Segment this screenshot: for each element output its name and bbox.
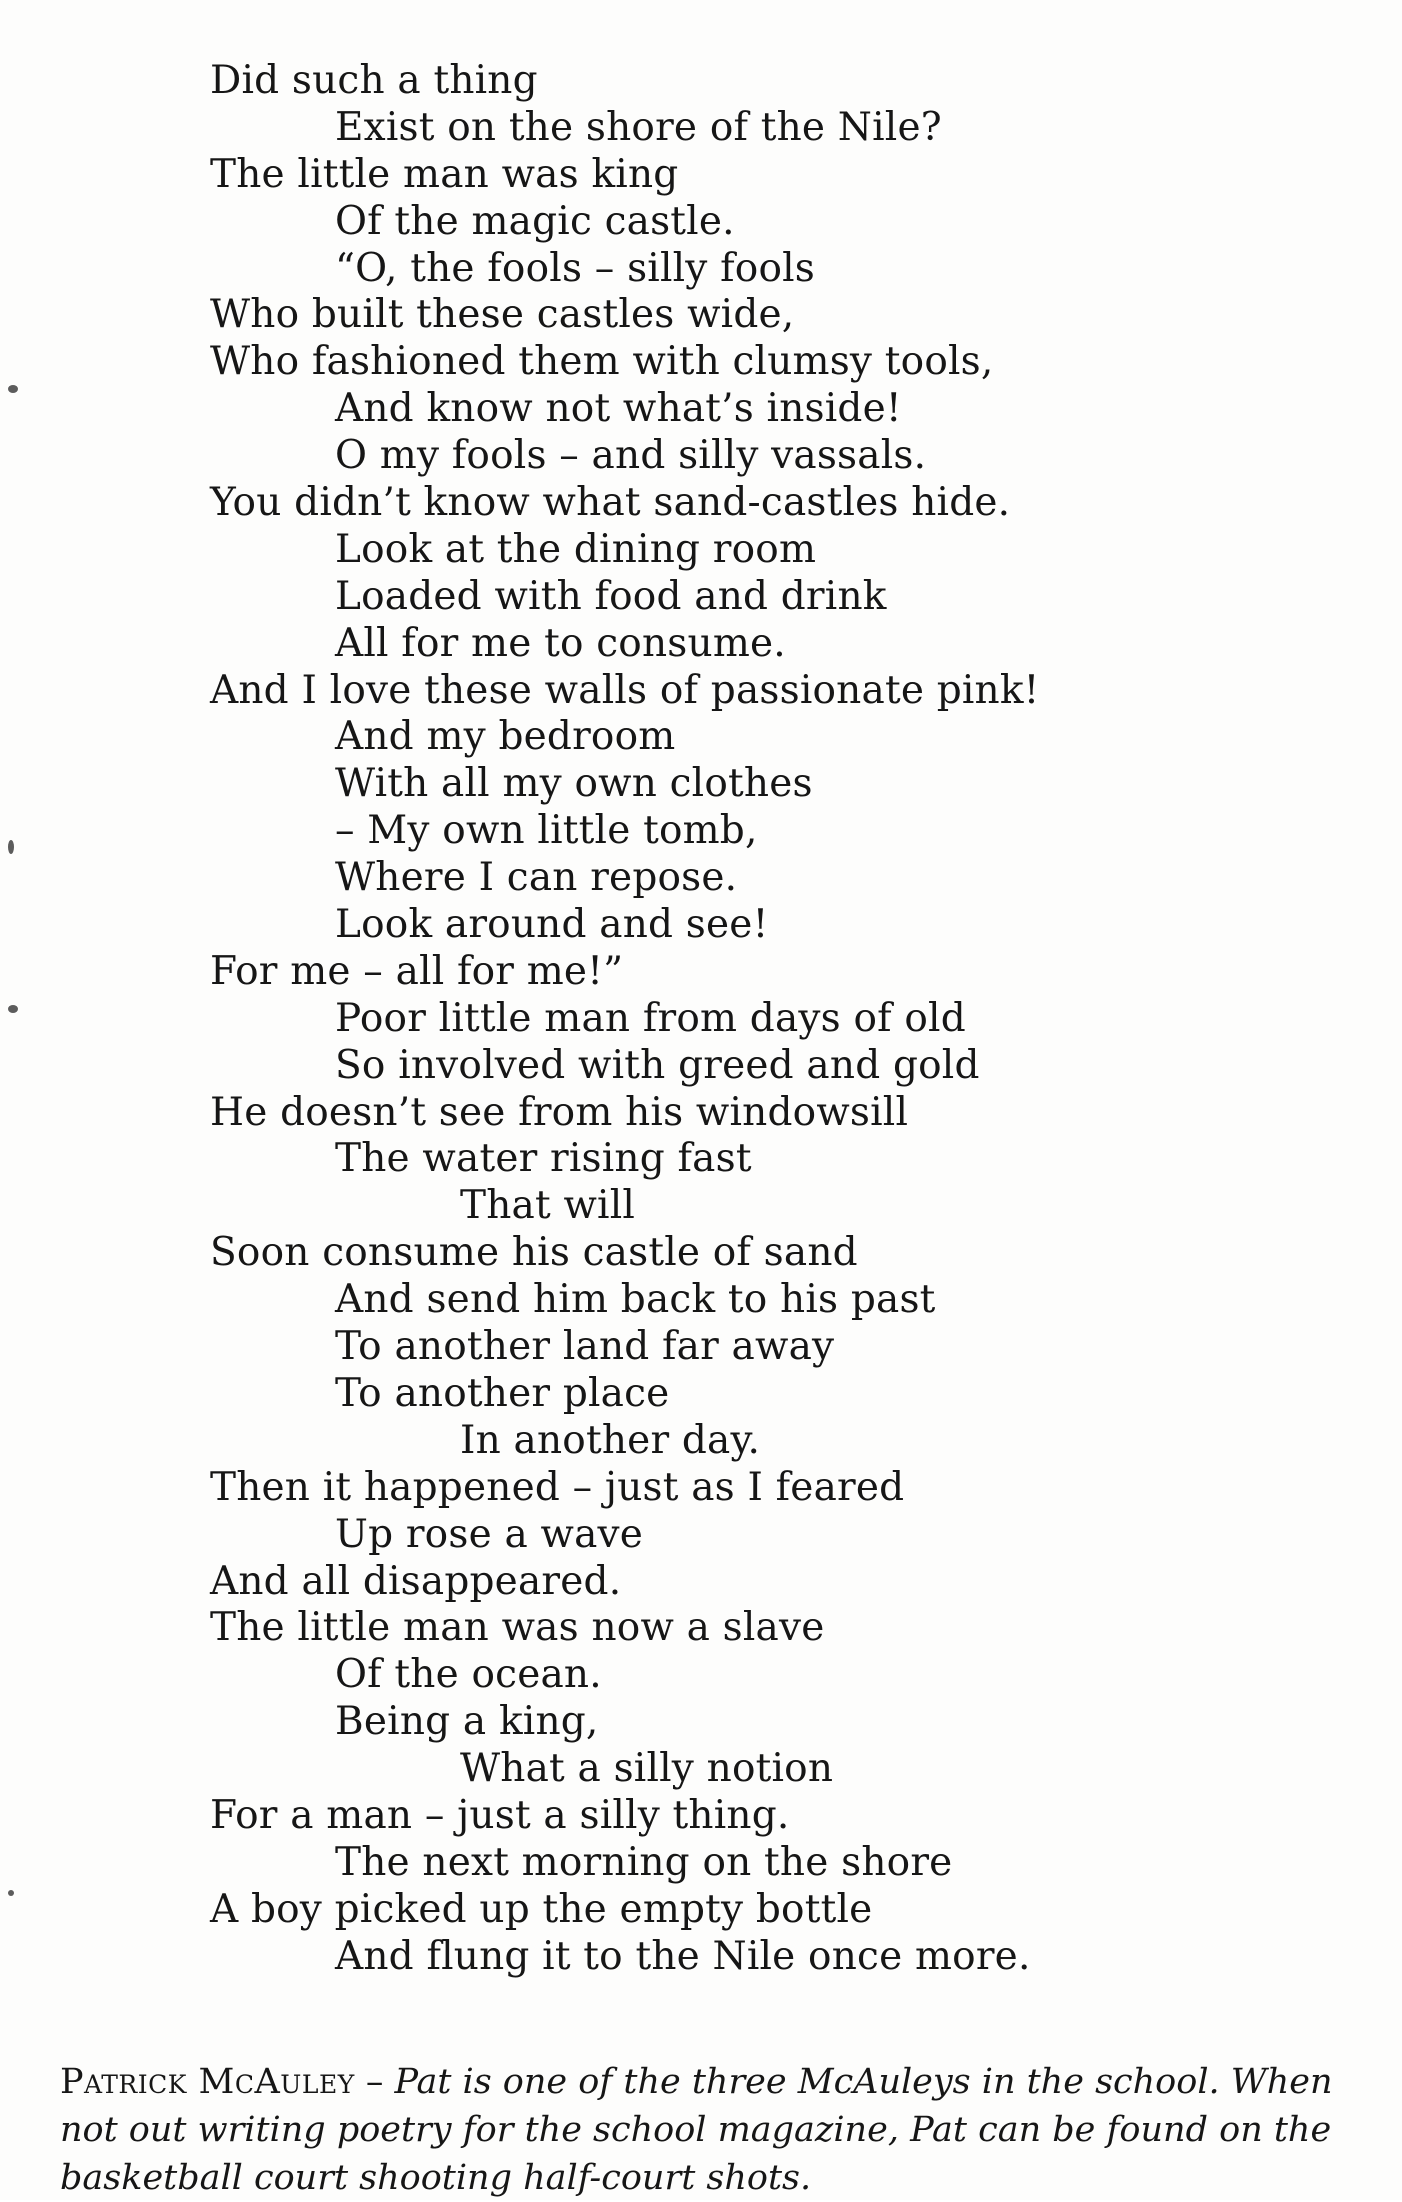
poem-line: He doesn’t see from his windowsill <box>210 1089 909 1135</box>
margin-speck <box>8 1890 14 1896</box>
poem-line: Exist on the shore of the Nile? <box>335 104 942 150</box>
poem-body <box>210 58 1260 1981</box>
poem-line: Loaded with food and drink <box>335 573 887 619</box>
poem-line: That will <box>460 1183 636 1229</box>
author-name: Patrick McAuley <box>60 2062 355 2102</box>
poem-line: Soon consume his castle of sand <box>210 1230 858 1276</box>
poem-line: Of the ocean. <box>335 1652 602 1698</box>
poem-line: Poor little man from days of old <box>335 995 966 1041</box>
poem-line: Where I can repose. <box>335 855 738 901</box>
poem-line: Up rose a wave <box>335 1511 644 1557</box>
poem-line: O my fools – and silly vassals. <box>335 433 927 479</box>
poem-line: And I love these walls of passionate pink! <box>210 667 1040 713</box>
poem-line: For me – all for me!” <box>210 948 624 994</box>
poem-line: Look around and see! <box>335 902 769 948</box>
poem-line: Who built these castles wide, <box>210 292 795 338</box>
poem-line: Did such a thing <box>210 58 538 103</box>
poem-line: In another day. <box>460 1417 761 1463</box>
poem-line: And all disappeared. <box>210 1558 622 1604</box>
poem-line: Look at the dining room <box>335 526 817 572</box>
poem-line: What a silly notion <box>460 1746 834 1792</box>
poem-line: Being a king, <box>335 1699 599 1745</box>
poem-line: So involved with greed and gold <box>335 1042 980 1088</box>
poem-line: And know not what’s inside! <box>335 386 902 432</box>
margin-speck <box>8 1005 18 1013</box>
poem-line: And my bedroom <box>335 714 676 760</box>
bio-text: Pat is one of the three McAuleys in the school. When not out writing poetry for the school magazine, Pat can be found on the basketball court shooting half-court shots. <box>60 2062 1333 2198</box>
poem-line: “O, the fools – silly fools <box>335 245 816 291</box>
poem-line: You didn’t know what sand-castles hide. <box>210 480 1011 526</box>
poem-line: All for me to consume. <box>335 620 786 666</box>
poem-line: Who fashioned them with clumsy tools, <box>210 339 994 385</box>
poem-line: – My own little tomb, <box>335 808 758 854</box>
margin-speck <box>8 385 18 393</box>
poem-line: Then it happened – just as I feared <box>210 1464 905 1510</box>
poem-line: With all my own clothes <box>335 761 813 807</box>
poem-line: For a man – just a silly thing. <box>210 1792 790 1838</box>
poem-line: The little man was now a slave <box>210 1605 825 1651</box>
poem-line: And flung it to the Nile once more. <box>335 1933 1031 1979</box>
poem-line: The little man was king <box>210 151 679 197</box>
poem-line: To another place <box>335 1370 670 1416</box>
margin-speck <box>8 840 14 854</box>
poem-line: And send him back to his past <box>335 1277 936 1323</box>
author-bio <box>60 2058 1360 2202</box>
poem-line: The next morning on the shore <box>335 1839 953 1885</box>
bio-dash: – <box>354 2062 395 2102</box>
poem-line: To another land far away <box>335 1324 835 1370</box>
poem-line: The water rising fast <box>335 1136 752 1182</box>
poem-line: Of the magic castle. <box>335 198 735 244</box>
poem-line: A boy picked up the empty bottle <box>210 1886 873 1932</box>
